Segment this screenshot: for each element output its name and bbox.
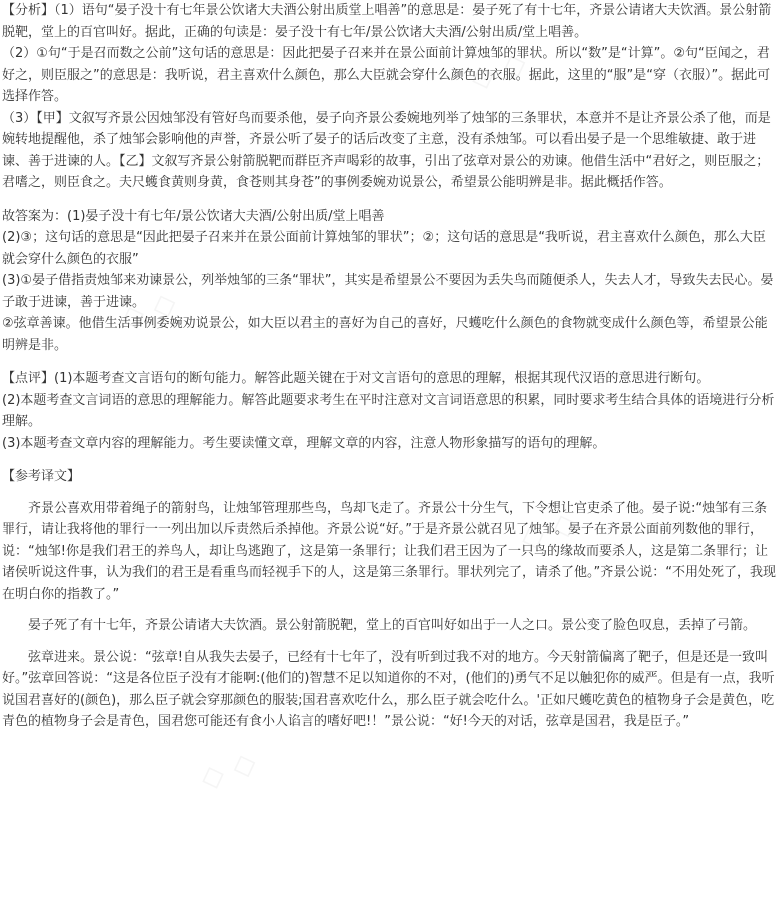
translation-paragraph-1: 齐景公喜欢用带着绳子的箭射鸟，让烛邹管理那些鸟，鸟却飞走了。齐景公十分生气，下令想让官吏杀了他。晏子说:“烛邹有三条罪行，请让我将他的罪行一一列出加以斥责然后杀掉他。齐景公说“好。”于是齐景公就召见了烛邹。晏子在齐景公面前列数他的罪行，说：“烛邹!你是我们君王的养鸟人，却让鸟逃跑了，这是第一条罪行；让我们君王因为了一只鸟的缘故而要杀人，这是第二条罪行；让诸侯听说这件事，认为我们的君王是看重鸟而轻视手下的人，这是第三条罪行。罪状列完了，请杀了他。”齐景公说：“不用处死了，我现在明白你的指教了。” (2, 500, 776, 602)
watermark-mark: ◇ ◇ (465, 44, 531, 97)
answer-section (2, 206, 776, 357)
answer-line-3: (3)①晏子借指责烛邹来劝谏景公，列举烛邹的三条“罪状”，其实是希望景公不要因为丢失鸟而随便杀人，失去人才，导致失去民心。晏子敢于进谏，善于进谏。 (2, 273, 774, 310)
comment-line-2: (2)本题考查文言词语的意思的理解能力。解答此题要求考生在平时注意对文言词语意思的积累，同时要求考生结合具体的语境进行分析理解。 (2, 392, 775, 429)
analysis-paragraph-2: （2）①句“于是召而数之公前”这句话的意思是：因此把晏子召来并在景公面前计算烛邹的罪状。所以“数”是“计算”。②句“臣闻之，君好之，则臣服之”的意思是：我听说，君主喜欢什么颜色，那么大臣就会穿什么颜色的衣服。据此，这里的“服”是“穿（衣服）”。据此可选择作答。 (2, 46, 771, 104)
watermark-mark: ◇ ◇ (195, 744, 261, 797)
answer-line-4: ②弦章善谏。他借生活事例委婉劝说景公，如大臣以君主的喜好为自己的喜好，尺蠖吃什么颜色的食物就变成什么颜色等，希望景公能明辨是非。 (2, 316, 768, 353)
translation-heading: 【参考译文】 (2, 469, 81, 484)
watermark-mark: ◇ ◇ (115, 284, 181, 337)
answer-line-2: (2)③；这句话的意思是“因此把晏子召来并在景公面前计算烛邹的罪状”；②；这句话的意思是“我听说，君主喜欢什么颜色，那么大臣就会穿什么颜色的衣服” (2, 230, 766, 267)
answer-line-1: 故答案为：(1)晏子没十有七年/景公饮诸大夫酒/公射出质/堂上唱善 (2, 208, 385, 224)
translation-paragraph-2: 晏子死了有十七年，齐景公请诸大夫饮酒。景公射箭脱靶，堂上的百官叫好如出于一人之口。景公变了脸色叹息，丢掉了弓箭。 (28, 618, 757, 633)
translation-section (2, 466, 776, 733)
analysis-paragraph-3: （3）【甲】文叙写齐景公因烛邹没有管好鸟而要杀他，晏子向齐景公委婉地列举了烛邹的三条罪状，本意并不是让齐景公杀了他，而是婉转地提醒他，杀了烛邹会影响他的声誉，齐景公听了晏子的话后改变了主意，没有杀烛邹。可以看出晏子是一个思维敏捷、敢于进谏、善于进谏的人。【乙】文叙写齐景公射箭脱靶而群臣齐声喝彩的故事，引出了弦章对景公的劝谏。他借生活中“君好之，则臣服之；君嗜之，则臣食之。夫尺蠖食黄则身黄，食苍则其身苍”的事例委婉劝说景公，希望景公能明辨是非。据此概括作答。 (2, 110, 771, 190)
comment-line-3: (3)本题考查文章内容的理解能力。考生要读懂文章，理解文章的内容，注意人物形象描写的语句的理解。 (2, 435, 606, 451)
translation-paragraph-3: 弦章进来。景公说：“弦章!自从我失去晏子，已经有十七年了，没有听到过我不对的地方。今天射箭偏离了靶子，但是还是一致叫好。”弦章回答说：“这是各位臣子没有才能啊:(他们的)智慧不足以知道你的不对，(他们的)勇气不足以触犯你的威严。但是有一点，我听说国君喜好的(颜色)，那么臣子就会穿那颜色的服装;国君喜欢吃什么，那么臣子就会吃什么。'正如尺蠖吃黄色的植物身子会是黄色，吃青色的植物身子会是青色，国君您可能还有食小人谄言的嗜好吧!！”景公说：“好!今天的对话，弦章是国君，我是臣子。” (2, 649, 775, 729)
analysis-section (2, 0, 776, 194)
comment-line-1: 【点评】(1)本题考查文言语句的断句能力。解答此题关键在于对文言语句的意思的理解，根据其现代汉语的意思进行断句。 (2, 371, 710, 386)
comment-section (2, 368, 776, 454)
watermark-mark: ◇ ◇ (515, 504, 581, 557)
analysis-paragraph-1: 【分析】（1）语句“晏子没十有七年景公饮诸大夫酒公射出质堂上唱善”的意思是：晏子死了有十七年，齐景公请诸大夫饮酒。景公射箭脱靶，堂上的百官叫好。据此，正确的句读是：晏子没十有七年/景公饮诸大夫酒/公射出质/堂上唱善。 (2, 3, 772, 40)
